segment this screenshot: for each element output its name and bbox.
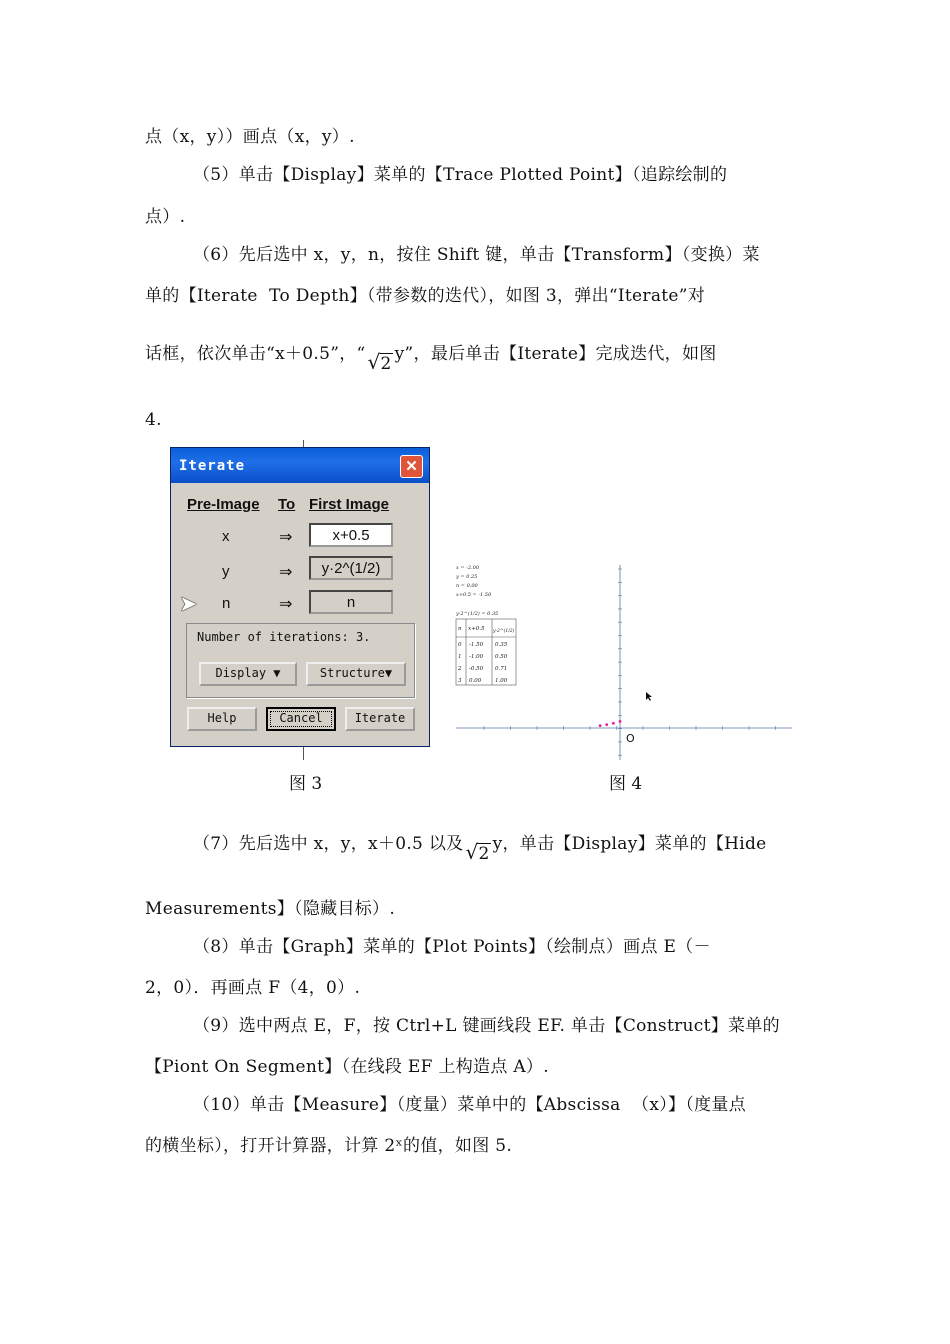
text-line-10: （8）单击【Graph】菜单的【Plot Points】（绘制点）画点 E（－ [193, 937, 711, 957]
mouse-pointer-icon [646, 692, 652, 701]
table-cell: 0.50 [495, 654, 508, 660]
text-line-4: （6）先后选中 x，y，n，按住 Shift 键，单击【Transform】（变换）菜 [193, 245, 760, 265]
table-header-n: n [458, 626, 462, 632]
table-cell: 3 [458, 678, 462, 684]
figure-4-caption: 图 4 [609, 774, 643, 794]
iterated-point [612, 722, 615, 725]
table-cell: 0.00 [469, 678, 482, 684]
table-cell: -1.00 [469, 654, 484, 660]
measure-n: n = 0.00 [456, 583, 478, 589]
measure-y-times: y·2^(1/2) = 0.35 [456, 611, 499, 617]
close-icon[interactable]: ✕ [400, 455, 423, 478]
header-first-image: First Image [309, 496, 390, 513]
text-line-11: 2，0）．再画点 F（4，0）. [145, 978, 361, 998]
pre-image-x: x [222, 528, 230, 545]
sqrt-argument: 2 [478, 844, 490, 864]
iterated-point [605, 723, 608, 726]
text-line-5: 单的【Iterate To Depth】（带参数的迭代），如图 3，弹出“Iterate”对 [145, 286, 706, 306]
text-line-1: 点（x，y））画点（x，y）. [145, 127, 355, 147]
help-button[interactable]: Help [187, 707, 257, 731]
iteration-table [456, 619, 516, 685]
header-to: To [278, 496, 296, 513]
iterated-point [599, 724, 602, 727]
figure-3-caption: 图 3 [289, 774, 323, 794]
radical-icon: √ [465, 840, 479, 864]
figure-4-graph [452, 560, 797, 765]
measure-x-plus: x+0.5 = -1.50 [456, 592, 492, 598]
measure-y: y = 0.25 [456, 574, 478, 580]
maps-to-arrow: ⇒ [279, 529, 293, 546]
dialog-title: Iterate [171, 448, 429, 483]
origin-label: O [626, 732, 635, 745]
measure-x: x = -2.00 [456, 565, 480, 571]
text-line-13: 【Piont On Segment】（在线段 EF 上构造点 A）. [145, 1057, 549, 1077]
iterations-group [186, 623, 415, 698]
text-line-7: 4. [145, 410, 162, 430]
structure-button[interactable]: Structure▼ [306, 662, 406, 686]
table-cell: 0.71 [495, 666, 508, 672]
radical-icon: √ [367, 350, 381, 374]
maps-to-arrow: ⇒ [279, 564, 293, 581]
first-image-y-field[interactable]: y·2^(1/2) [309, 556, 393, 580]
cancel-button[interactable]: Cancel [266, 707, 336, 731]
text-line-6a: 话框，依次单击“x＋0.5”，“ [145, 344, 366, 364]
maps-to-arrow: ⇒ [279, 596, 293, 613]
text-line-3: 点）. [145, 207, 186, 227]
iterations-label: Number of iterations: 3. [197, 630, 371, 644]
text-line-6 [145, 342, 807, 376]
table-cell: 1.00 [495, 678, 508, 684]
text-line-15: 的横坐标），打开计算器，计算 2ˣ的值，如图 5. [145, 1136, 513, 1156]
sqrt-expression [368, 352, 393, 376]
table-cell: 1 [458, 654, 462, 660]
table-header-x: x+0.5 [468, 626, 485, 632]
iterate-dialog [170, 447, 430, 747]
iterate-button[interactable]: Iterate [345, 707, 415, 731]
table-cell: -1.50 [469, 642, 484, 648]
table-header-y: y·2^(1/2) [493, 629, 515, 634]
text-line-8a: （7）先后选中 x，y，x＋0.5 以及 [193, 834, 464, 854]
text-line-2: （5）单击【Display】菜单的【Trace Plotted Point】（追踪绘制的 [193, 165, 728, 185]
text-line-8 [193, 832, 807, 866]
text-line-12: （9）选中两点 E，F，按 Ctrl+L 键画线段 EF. 单击【Construct】菜单的 [193, 1016, 780, 1036]
table-cell: 2 [458, 666, 462, 672]
text-line-14: （10）单击【Measure】（度量）菜单中的【Abscissa （x）】（度量点 [193, 1095, 747, 1115]
table-cell: 0 [458, 642, 462, 648]
table-cell: 0.35 [495, 642, 508, 648]
pre-image-y: y [222, 563, 230, 580]
first-image-x-field[interactable]: x+0.5 [309, 523, 393, 547]
table-cell: -0.50 [469, 666, 484, 672]
text-line-6b: y”，最后单击【Iterate】完成迭代，如图 [394, 344, 717, 364]
sqrt-argument: 2 [380, 354, 392, 374]
first-image-n-field[interactable]: n [309, 590, 393, 614]
display-button[interactable]: Display ▼ [199, 662, 297, 686]
sqrt-expression [465, 842, 490, 866]
header-pre-image: Pre-Image [187, 496, 260, 513]
pre-image-n: n [222, 595, 231, 612]
iterated-point [619, 720, 622, 723]
text-line-9: Measurements】（隐藏目标）. [145, 899, 396, 919]
iterated-points [599, 720, 622, 727]
text-line-8b: y，单击【Display】菜单的【Hide [492, 834, 767, 854]
mouse-pointer-icon: ➤ [179, 591, 198, 616]
vertical-tick [303, 746, 304, 760]
axis-ticks [484, 569, 797, 755]
